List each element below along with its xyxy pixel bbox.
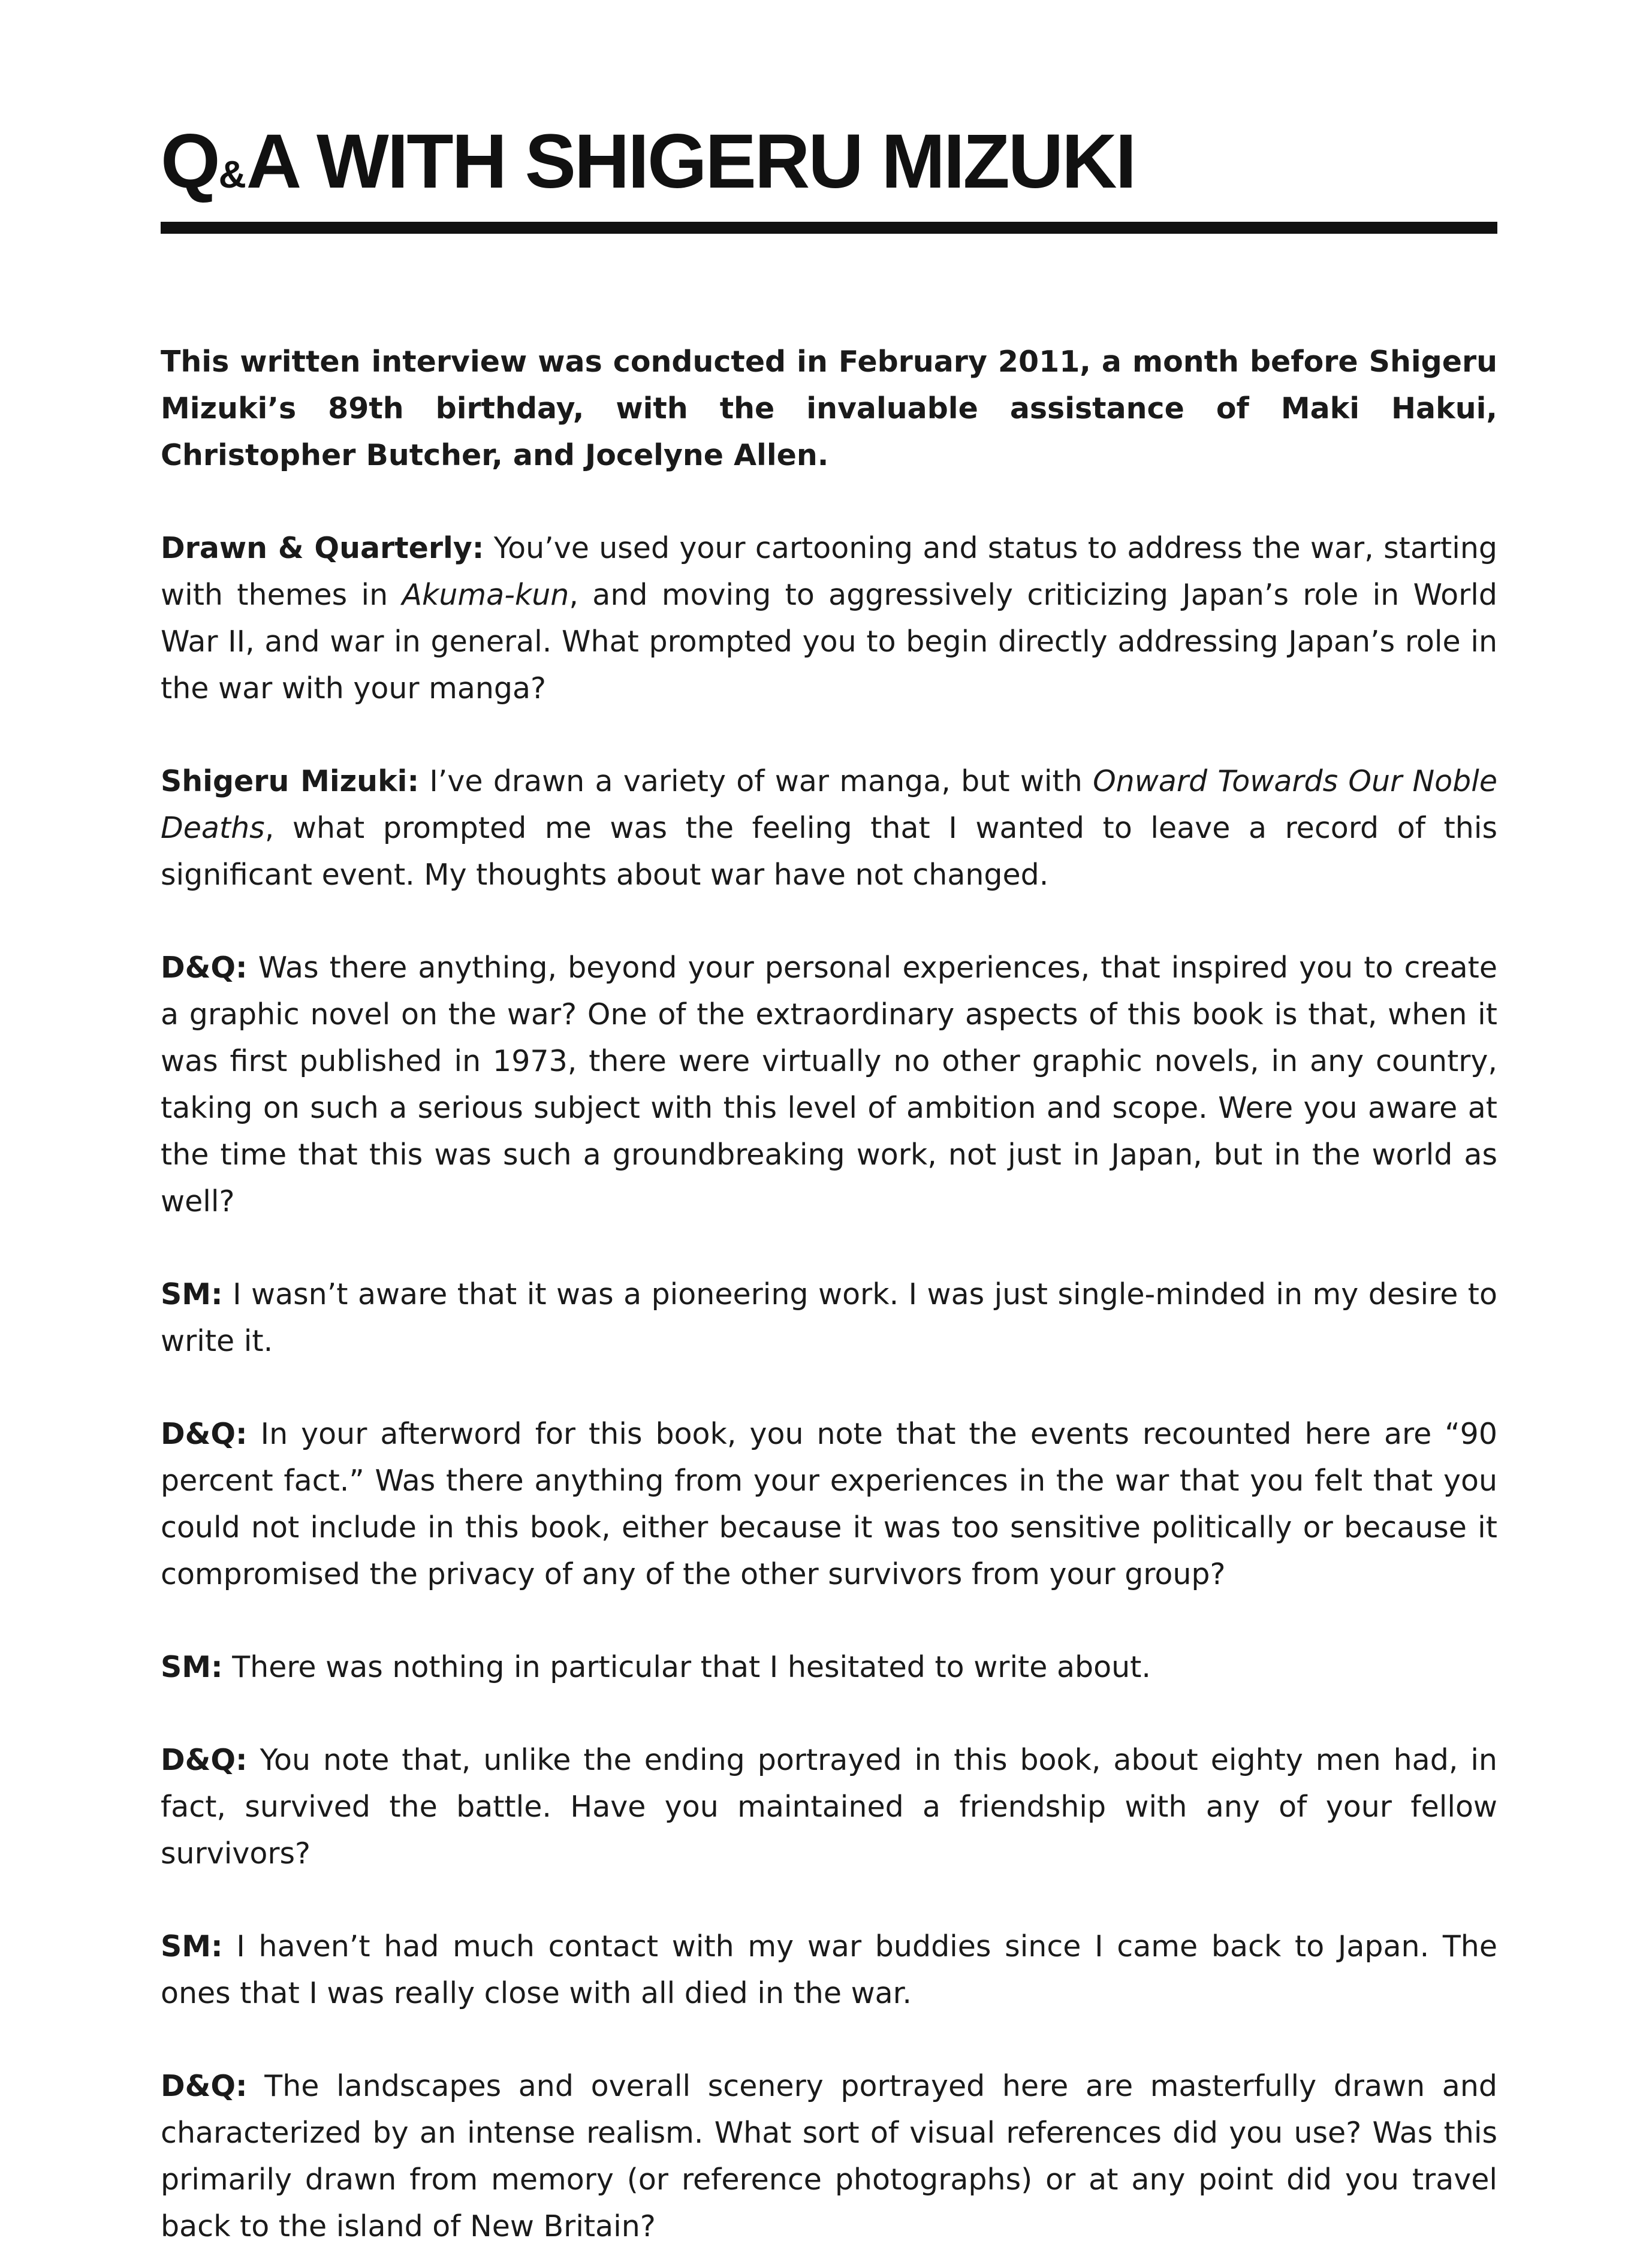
speaker-label: SM: — [161, 1650, 223, 1684]
question-paragraph — [161, 945, 1497, 1225]
interview-body — [161, 339, 1497, 2250]
title-rule-divider — [161, 222, 1497, 234]
speaker-label: SM: — [161, 1929, 223, 1964]
title-q: Q — [161, 119, 219, 204]
paragraph-text: Was there anything, beyond your personal experiences, that inspired you to create a graphic novel on the war? One of the extraordinary aspects of this book is that, when it was first published in 1973, there were virtually no other graphic novels, in any country, taking on such a serious subject with this level of ambition and scope. Were you aware at the time that this was such a groundbreaking work, not just in Japan, but in the world as well? — [161, 951, 1497, 1219]
paragraph-text: I haven’t had much contact with my war buddies since I came back to Japan. The ones that I was really close with all died in the war. — [161, 1929, 1497, 2010]
paragraph-text: The landscapes and overall scenery portrayed here are masterfully drawn and characterized by an intense realism. What sort of visual references did you use? Was this primarily drawn from memory (or reference photographs) or at any point did you travel back to the island of New Britain? — [161, 2069, 1497, 2243]
question-paragraph — [161, 525, 1497, 712]
book-title-italic: Akuma-kun — [402, 578, 569, 612]
page-title — [161, 120, 1135, 216]
title-rest: A WITH SHIGERU MIZUKI — [246, 119, 1135, 204]
paragraph-text: , what prompted me was the feeling that I wanted to leave a record of this significant event. My thoughts about war have not changed. — [161, 811, 1497, 892]
speaker-label: Shigeru Mizuki: — [161, 764, 420, 798]
paragraph-text: There was nothing in particular that I hesitated to write about. — [222, 1650, 1151, 1684]
book-title-italic: Onward Towards Our Noble Deaths — [161, 764, 1497, 845]
speaker-label: Drawn & Quarterly: — [161, 531, 484, 565]
question-paragraph — [161, 1411, 1497, 1598]
speaker-label: D&Q: — [161, 951, 248, 985]
speaker-label: D&Q: — [161, 1743, 248, 1777]
answer-paragraph — [161, 1271, 1497, 1365]
paragraph-text: I wasn’t aware that it was a pioneering work. I was just single-minded in my desire to write it. — [161, 1277, 1497, 1358]
speaker-label: D&Q: — [161, 1417, 248, 1451]
paragraph-text: I’ve drawn a variety of war manga, but with — [419, 764, 1093, 798]
paragraph-text: , and moving to aggressively criticizing Japan’s role in World War II, and war in general. What prompted you to begin directly addressing Japan’s role in the war with your manga? — [161, 578, 1497, 705]
speaker-label: SM: — [161, 1277, 223, 1311]
question-paragraph — [161, 2063, 1497, 2250]
question-paragraph — [161, 1737, 1497, 1877]
title-ampersand: & — [218, 153, 246, 196]
speaker-label: D&Q: — [161, 2069, 248, 2103]
answer-paragraph — [161, 758, 1497, 898]
answer-paragraph — [161, 1923, 1497, 2017]
answer-paragraph — [161, 1644, 1497, 1691]
paragraph-text: You note that, unlike the ending portrayed in this book, about eighty men had, in fact, survived the battle. Have you maintained a friendship with any of your fellow survivors? — [161, 1743, 1497, 1871]
intro-paragraph: This written interview was conducted in February 2011, a month before Shigeru Mizuki’s 89th birthday, with the invaluable assistance of Maki Hakui, Christopher Butcher, and Jocelyne Allen. — [161, 345, 1497, 472]
paragraph-text: You’ve used your cartooning and status to address the war, starting with themes in — [161, 531, 1497, 612]
paragraph-text: In your afterword for this book, you note that the events recounted here are “90 percent fact.” Was there anything from your experiences in the war that you felt that you could not include in this book, either because it was too sensitive politically or because it compromised the privacy of any of the other survivors from your group? — [161, 1417, 1497, 1591]
